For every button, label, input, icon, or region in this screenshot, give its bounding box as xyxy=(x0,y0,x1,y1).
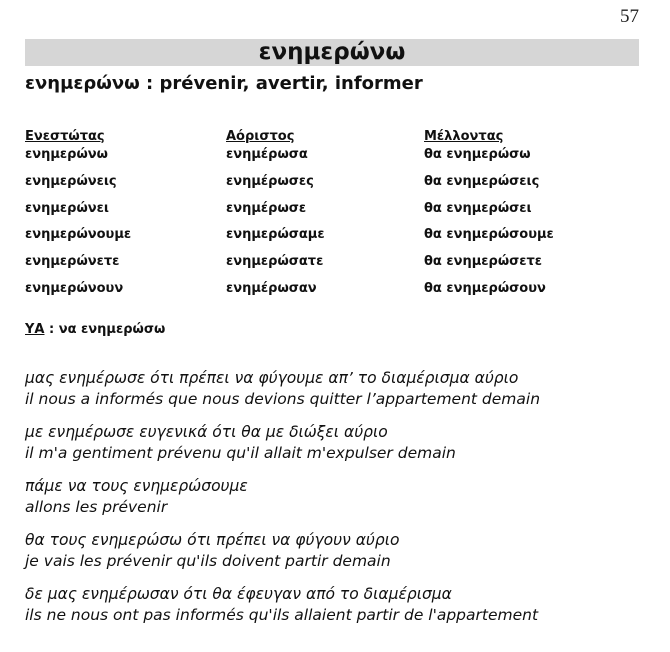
tense-column-present xyxy=(25,128,131,303)
conjugation-form: ενημερώσατε xyxy=(226,254,324,270)
conjugation-form: ενημέρωσε xyxy=(226,200,307,216)
verb-definition: ενημερώνω : prévenir, avertir, informer xyxy=(25,73,423,94)
example-french: il m'a gentiment prévenu qu'il allait m'expulser demain xyxy=(25,444,456,462)
example-pair xyxy=(25,368,540,410)
conjugation-form: ενημερώνει xyxy=(25,200,109,216)
conjugation-form: θα ενημερώσεις xyxy=(424,173,540,189)
subjunctive-form: να ενημερώσω xyxy=(58,322,166,337)
examples-list xyxy=(25,368,540,638)
conjugation-form: ενημερώσαμε xyxy=(226,227,325,243)
example-greek: μας ενημέρωσε ότι πρέπει να φύγουμε απ’ το διαμέρισμα αύριο xyxy=(25,369,519,387)
conjugation-form: ενημέρωσες xyxy=(226,173,314,189)
example-pair xyxy=(25,476,540,518)
subjunctive-separator: : xyxy=(44,322,59,337)
tense-header: Αόριστος xyxy=(226,129,295,144)
conjugation-form: ενημερώνεις xyxy=(25,173,117,189)
tense-column-future xyxy=(424,128,554,303)
conjugation-form: ενημέρωσα xyxy=(226,147,308,162)
example-french: allons les prévenir xyxy=(25,498,168,516)
subjunctive-label: ΥΑ xyxy=(25,322,45,337)
tense-header: Ενεστώτας xyxy=(25,129,105,144)
page-number: 57 xyxy=(620,6,639,27)
example-french: il nous a informés que nous devions quitter l’appartement demain xyxy=(25,390,541,408)
example-pair xyxy=(25,584,540,626)
example-greek: πάμε να τους ενημερώσουμε xyxy=(25,477,248,495)
tense-header: Μέλλοντας xyxy=(424,129,504,144)
example-pair xyxy=(25,530,540,572)
conjugation-form: ενημερώνουν xyxy=(25,280,124,296)
conjugation-form: ενημερώνουμε xyxy=(25,227,132,243)
example-greek: δε μας ενημέρωσαν ότι θα έφευγαν από το διαμέρισμα xyxy=(25,585,452,603)
conjugation-form: θα ενημερώσει xyxy=(424,200,532,216)
example-french: ils ne nous ont pas informés qu'ils allaient partir de l'appartement xyxy=(25,606,539,624)
conjugation-form: θα ενημερώσουμε xyxy=(424,227,554,243)
tense-column-aorist xyxy=(226,128,325,303)
conjugation-form: ενημερώνετε xyxy=(25,254,120,270)
conjugation-form: ενημέρωσαν xyxy=(226,280,317,296)
conjugation-form: θα ενημερώσετε xyxy=(424,254,543,270)
page-title: ενημερώνω xyxy=(258,39,406,65)
conjugation-form: θα ενημερώσω xyxy=(424,147,531,162)
example-greek: με ενημέρωσε ευγενικά ότι θα με διώξει αύριο xyxy=(25,423,388,441)
conjugation-form: ενημερώνω xyxy=(25,147,108,162)
title-bar xyxy=(25,39,639,66)
subjunctive-line xyxy=(25,321,165,338)
example-french: je vais les prévenir qu'ils doivent partir demain xyxy=(25,552,391,570)
conjugation-form: θα ενημερώσουν xyxy=(424,280,546,296)
example-pair xyxy=(25,422,540,464)
example-greek: θα τους ενημερώσω ότι πρέπει να φύγουν αύριο xyxy=(25,531,400,549)
